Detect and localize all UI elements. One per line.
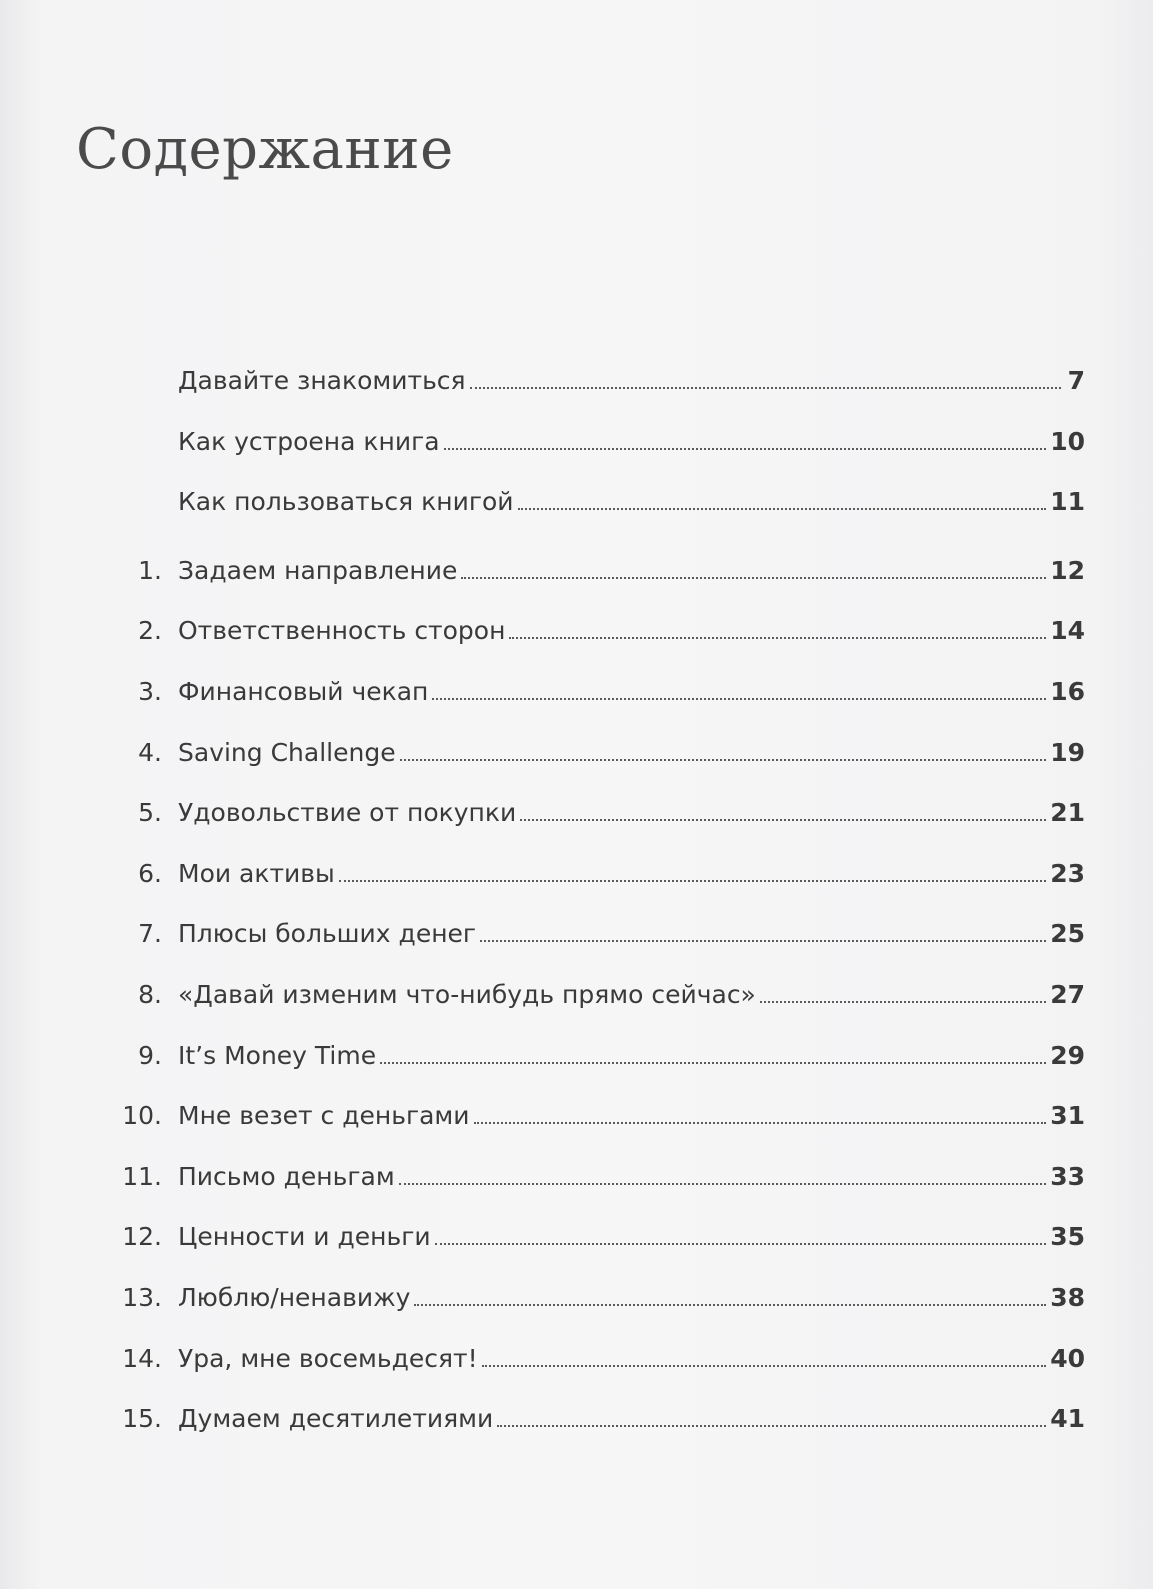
toc-entry-title: Письмо деньгам: [178, 1162, 395, 1191]
toc-entry-title: Финансовый чекап: [178, 677, 429, 706]
toc-dot-leader: [414, 1304, 1046, 1306]
toc-entry: [0, 1334, 1085, 1374]
toc-entry-number: 5.: [138, 798, 162, 827]
toc-dot-leader: [509, 637, 1046, 639]
toc-entry-title: Думаем десятилетиями: [178, 1404, 494, 1433]
toc-entry-title: Давайте знакомиться: [178, 366, 466, 395]
toc-entry-page-number: 12: [1050, 556, 1085, 585]
toc-entry-number: 6.: [138, 859, 162, 888]
toc-dot-leader: [339, 880, 1046, 882]
toc-entry-page-number: 40: [1050, 1344, 1085, 1373]
toc-dot-leader: [432, 698, 1046, 700]
toc-dot-leader: [760, 1001, 1046, 1003]
toc-entry-page-number: 33: [1050, 1162, 1085, 1191]
toc-entry-title: Ответственность сторон: [178, 616, 506, 645]
toc-entry-number: 9.: [138, 1041, 162, 1070]
toc-entry-number: 3.: [138, 677, 162, 706]
toc-entry: [0, 546, 1085, 586]
toc-entry: [0, 477, 1085, 517]
toc-entry-title: Как пользоваться книгой: [178, 487, 514, 516]
toc-entry: [0, 728, 1085, 768]
toc-entry-title: It’s Money Time: [178, 1041, 377, 1070]
toc-entry-number: 7.: [138, 919, 162, 948]
toc-entry-title: Задаем направление: [178, 556, 458, 585]
toc-entry-title: Как устроена книга: [178, 427, 440, 456]
toc-entry-number: 4.: [138, 738, 162, 767]
toc-entry-page-number: 35: [1050, 1222, 1085, 1251]
toc-entry-number: 11.: [122, 1162, 162, 1191]
toc-entry: [0, 1031, 1085, 1071]
toc-entry-number: 10.: [122, 1101, 162, 1130]
toc-entry-number: 1.: [138, 556, 162, 585]
toc-entry-page-number: 7: [1067, 366, 1085, 395]
toc-entry: [0, 417, 1085, 457]
toc-entry-number: 13.: [122, 1283, 162, 1312]
toc-dot-leader: [482, 1365, 1047, 1367]
toc-entry-page-number: 21: [1050, 798, 1085, 827]
toc-dot-leader: [444, 448, 1047, 450]
toc-dot-leader: [461, 577, 1046, 579]
toc-entry-number: 15.: [122, 1404, 162, 1433]
toc-entry-title: Ура, мне восемьдесят!: [178, 1344, 478, 1373]
toc-entry-title: Мне везет с деньгами: [178, 1101, 470, 1130]
toc-entry: [0, 1091, 1085, 1131]
page-title: Содержание: [76, 117, 454, 182]
toc-entry: [0, 1212, 1085, 1252]
toc-entry: [0, 970, 1085, 1010]
toc-entry-title: Мои активы: [178, 859, 335, 888]
toc-entry-number: 12.: [122, 1222, 162, 1251]
toc-entry-page-number: 10: [1050, 427, 1085, 456]
toc-entry-number: 2.: [138, 616, 162, 645]
toc-entry-title: Удовольствие от покупки: [178, 798, 517, 827]
toc-dot-leader: [380, 1062, 1046, 1064]
toc-entry-number: 14.: [122, 1344, 162, 1373]
toc-dot-leader: [497, 1425, 1046, 1427]
toc-entry-page-number: 31: [1050, 1101, 1085, 1130]
toc-dot-leader: [400, 759, 1047, 761]
toc-dot-leader: [474, 1122, 1047, 1124]
toc-entry-page-number: 29: [1050, 1041, 1085, 1070]
toc-dot-leader: [520, 819, 1046, 821]
toc-entry: [0, 667, 1085, 707]
toc-entry: [0, 1152, 1085, 1192]
toc-entry-title: Saving Challenge: [178, 738, 396, 767]
toc-entry-page-number: 27: [1050, 980, 1085, 1009]
toc-entry-page-number: 16: [1050, 677, 1085, 706]
toc-entry-title: Ценности и деньги: [178, 1222, 431, 1251]
toc-entry-page-number: 23: [1050, 859, 1085, 888]
toc-dot-leader: [435, 1243, 1047, 1245]
toc-dot-leader: [518, 508, 1047, 510]
toc-entry: [0, 606, 1085, 646]
toc-entry: [0, 1273, 1085, 1313]
toc-entry: [0, 909, 1085, 949]
toc-entry-page-number: 38: [1050, 1283, 1085, 1312]
toc-entry-title: Плюсы больших денег: [178, 919, 477, 948]
toc-entry-page-number: 19: [1050, 738, 1085, 767]
toc-entry-page-number: 11: [1050, 487, 1085, 516]
toc-entry: [0, 788, 1085, 828]
toc-entry-page-number: 14: [1050, 616, 1085, 645]
toc-entry-title: Люблю/ненавижу: [178, 1283, 411, 1312]
toc-dot-leader: [480, 940, 1046, 942]
toc-entry-title: «Давай изменим что-нибудь прямо сейчас»: [178, 980, 756, 1009]
toc-dot-leader: [470, 387, 1061, 389]
toc-entry: [0, 1394, 1085, 1434]
toc-entry: [0, 356, 1085, 396]
toc-dot-leader: [399, 1183, 1047, 1185]
toc-entry-number: 8.: [138, 980, 162, 1009]
toc-entry: [0, 849, 1085, 889]
toc-entry-page-number: 41: [1050, 1404, 1085, 1433]
toc-entry-page-number: 25: [1050, 919, 1085, 948]
